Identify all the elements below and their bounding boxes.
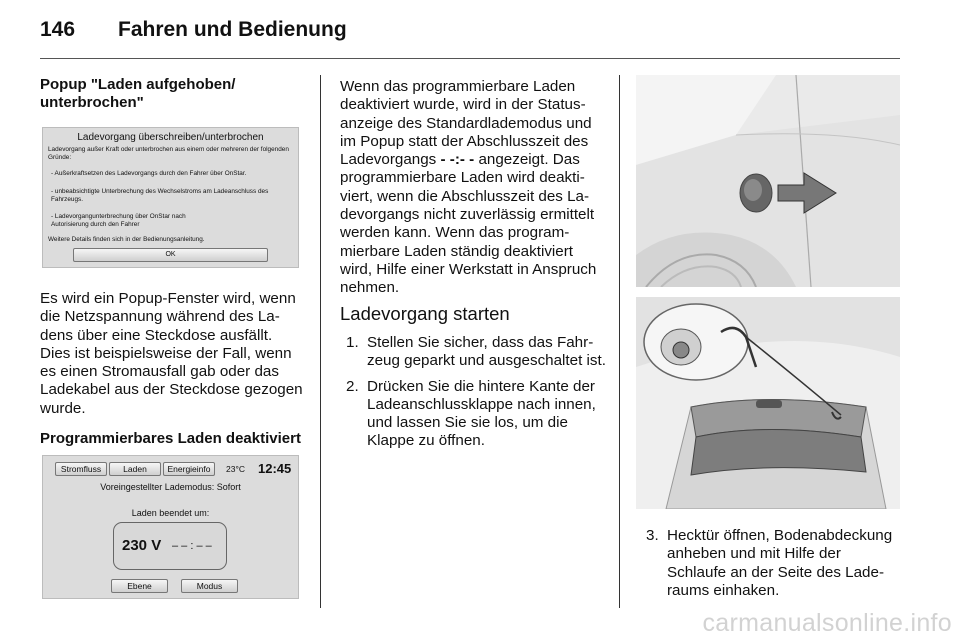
step-item: [646, 527, 904, 600]
charge-end-box: [113, 522, 227, 570]
step-text: Stellen Sie sicher, dass das Fahrzeug geparkt und ausgeschaltet ist.: [367, 334, 606, 370]
charge-end-time: – – : – –: [172, 540, 212, 552]
column-divider-1: [320, 75, 321, 608]
page-title: Fahren und Bedienung: [118, 18, 347, 41]
popup-screenshot: [42, 127, 299, 268]
steps-list: [346, 334, 606, 458]
car-rear-side-drawing: [636, 75, 900, 287]
para-start: Wenn das programmierbare Laden deaktiviert wurde, wird in der Statusanzeige des Standardlademodus und im Popup statt der Abschlusszeit des Ladevorgangs: [340, 78, 592, 169]
temperature-readout: 23°C: [226, 464, 245, 474]
popup-reason-3: - Ladevorgangunterbrechung über OnStar nach Autorisierung durch den Fahrer: [51, 213, 186, 228]
step-number: 2.: [346, 377, 359, 395]
trunk-illustration: [636, 297, 900, 509]
dashes-token: - -:- -: [440, 151, 475, 169]
para-end: angezeigt. Das programmierbare Laden wird deaktiviert, wenn die Abschlusszeit des Ladevorgangs nicht zuverlässig ermittelt werden kann. Wenn das programmierbare Laden ständig deaktiviert wird, Hilfe einer Werkstatt in Anspruch nehmen.: [340, 151, 597, 297]
voltage-readout: 230 V: [122, 537, 162, 554]
step-number: 3.: [646, 527, 659, 544]
ebene-button[interactable]: Ebene: [111, 579, 168, 593]
programmable-heading: Programmierbares Laden deaktiviert: [40, 430, 301, 447]
popup-heading: Popup "Laden aufgehoben/ unterbrochen": [40, 76, 236, 111]
watermark: carmanualsonline.info: [702, 609, 952, 637]
popup-ok-button[interactable]: OK: [73, 248, 268, 262]
column-divider-2: [619, 75, 620, 608]
step-item: [346, 378, 606, 451]
tab-stromfluss[interactable]: Stromfluss: [55, 462, 107, 476]
modus-button[interactable]: Modus: [181, 579, 238, 593]
header-rule: [40, 58, 900, 59]
charge-ends-label: Laden beendet um:: [131, 508, 210, 518]
steps-list-cont: [646, 527, 904, 607]
popup-footer: Weitere Details finden sich in der Bedienungsanleitung.: [48, 236, 205, 243]
clock-readout: 12:45: [258, 461, 292, 476]
popup-reason-2: - unbeabsichtigte Unterbrechung des Wechselstroms am Ladeanschluss des Fahrzeugs.: [51, 188, 269, 203]
popup-paragraph: Es wird ein Popup-Fenster wird, wenn die Netzspannung während des Ladens über eine Steckdose ausfällt. Dies ist beispielsweise der Fall, wenn es einen Stromausfall gab oder das Ladekabel aus der Steckdose gezogen wurde.: [40, 290, 303, 417]
popup-title: Ladevorgang überschreiben/unterbrochen: [77, 132, 264, 143]
preset-mode-label: Voreingestellter Lademodus: Sofort: [100, 482, 241, 492]
tab-energieinfo[interactable]: Energieinfo: [163, 462, 215, 476]
step-item: [346, 334, 606, 371]
popup-intro: Ladevorgang außer Kraft oder unterbrochen aus einem oder mehreren der folgenden Gründe:: [48, 146, 289, 161]
trunk-cable-drawing: [636, 297, 900, 509]
popup-reason-1: - Außerkraftsetzen des Ladevorgangs durch den Fahrer über OnStar.: [51, 170, 247, 177]
step-number: 1.: [346, 334, 359, 351]
step-text: Hecktür öffnen, Bodenabdeckung anheben und mit Hilfe der Schlaufe an der Seite des Laderaums einhaken.: [667, 527, 893, 599]
charging-display-screenshot: [42, 455, 299, 599]
step-text: Drücken Sie die hintere Kante der Ladeanschlussklappe nach innen, und lassen Sie sie los, um die Klappe zu öffnen.: [367, 377, 596, 450]
charging-flap-illustration: [636, 75, 900, 287]
page-header: [40, 18, 347, 42]
programmable-paragraph: [340, 78, 604, 298]
tab-laden[interactable]: Laden: [109, 462, 161, 476]
page-number: 146: [40, 18, 76, 41]
section-title: Ladevorgang starten: [340, 303, 510, 324]
